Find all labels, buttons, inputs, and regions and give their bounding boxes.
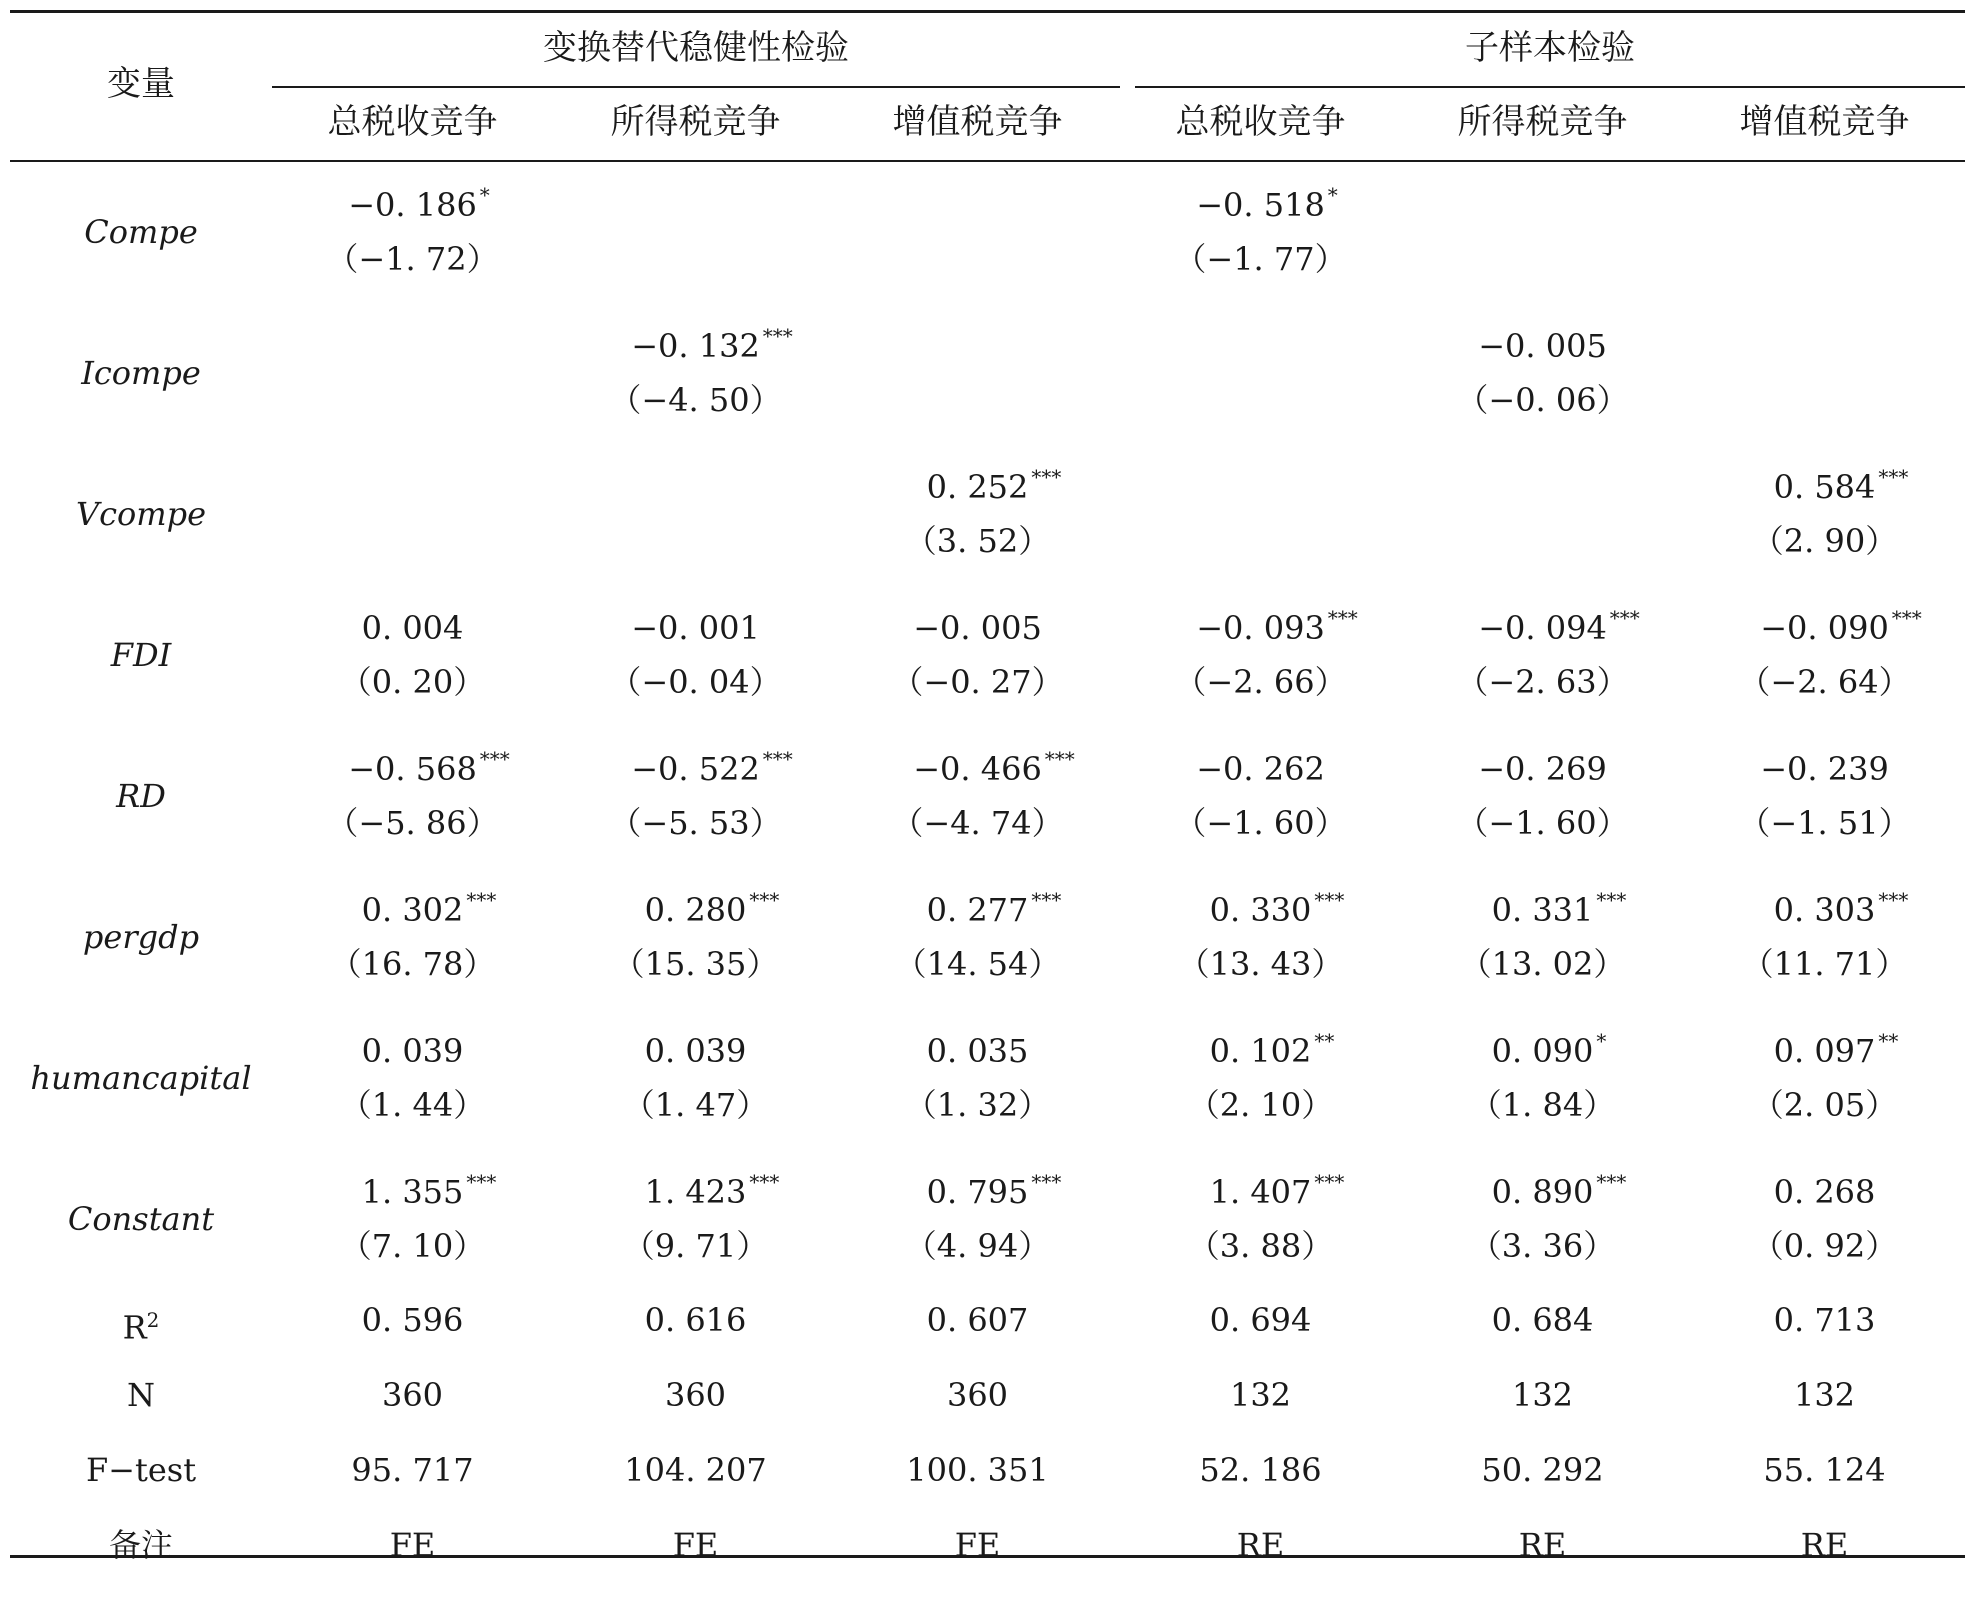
- t-statistic: （−2. 63）: [1456, 663, 1629, 701]
- group2-underline: [1135, 86, 1965, 88]
- variable-label: humancapital: [30, 1059, 252, 1097]
- t-statistic: （−1. 72）: [326, 240, 499, 278]
- stat-value: 132: [1793, 1376, 1856, 1414]
- coefficient-value: [913, 747, 1075, 789]
- significance-stars: ***: [1891, 606, 1922, 630]
- stat-value: 52. 186: [1199, 1451, 1322, 1489]
- coefficient-text: −0. 005: [1478, 327, 1607, 365]
- stat-value: 50. 292: [1481, 1451, 1604, 1489]
- significance-stars: ***: [1878, 465, 1909, 489]
- significance-stars: ***: [1031, 1170, 1062, 1194]
- header-group-robustness: 变换替代稳健性检验: [543, 28, 849, 68]
- coefficient-value: [926, 1170, 1062, 1212]
- coefficient-cell: [1402, 890, 1683, 984]
- stat-value: 0. 607: [926, 1301, 1029, 1339]
- significance-stars: ***: [749, 1170, 780, 1194]
- stat-label: [10, 1300, 272, 1348]
- t-statistic: （2. 05）: [1751, 1086, 1898, 1124]
- significance-stars: ***: [1314, 1170, 1345, 1194]
- column-header: 增值税竞争: [892, 102, 1063, 142]
- coefficient-cell: [1120, 1031, 1401, 1125]
- coefficient-value: [927, 1031, 1029, 1071]
- significance-stars: ***: [466, 888, 497, 912]
- coefficient-text: −0. 466: [913, 750, 1042, 788]
- stat-value: 0. 694: [1209, 1301, 1312, 1339]
- coefficient-cell: [1684, 467, 1965, 561]
- t-statistic: （−5. 53）: [609, 804, 782, 842]
- column-header: 所得税竞争: [610, 102, 781, 142]
- coefficient-value: [1760, 749, 1889, 789]
- coefficient-text: 0. 277: [926, 891, 1029, 929]
- t-statistic: （3. 36）: [1469, 1227, 1616, 1265]
- stat-value: RE: [1236, 1526, 1285, 1564]
- coefficient-value: [1478, 749, 1607, 789]
- coefficient-text: −0. 269: [1478, 750, 1607, 788]
- coefficient-value: [1760, 606, 1922, 648]
- coefficient-value: [1774, 1172, 1876, 1212]
- significance-stars: ***: [466, 1170, 497, 1194]
- coefficient-value: [631, 747, 793, 789]
- coefficient-cell: [1684, 890, 1965, 984]
- stat-value: 360: [946, 1376, 1009, 1414]
- coefficient-value: [1491, 1029, 1607, 1071]
- stat-label-text: 备注: [108, 1526, 173, 1564]
- coefficient-text: 0. 268: [1773, 1173, 1876, 1211]
- coefficient-value: [644, 888, 780, 930]
- t-statistic: （−5. 86）: [326, 804, 499, 842]
- coefficient-text: 0. 039: [644, 1032, 747, 1070]
- coefficient-text: 0. 039: [361, 1032, 464, 1070]
- stat-value: FE: [954, 1526, 1001, 1564]
- coefficient-cell: [1120, 608, 1401, 702]
- significance-stars: **: [1878, 1029, 1899, 1053]
- coefficient-text: 0. 330: [1209, 891, 1312, 929]
- t-statistic: （2. 10）: [1187, 1086, 1334, 1124]
- coefficient-cell: [1402, 1172, 1683, 1266]
- variable-label: Constant: [67, 1200, 215, 1238]
- coefficient-cell: [272, 890, 553, 984]
- t-statistic: （−4. 50）: [609, 381, 782, 419]
- coefficient-value: [926, 465, 1062, 507]
- variable-label: FDI: [110, 636, 172, 674]
- coefficient-cell: [1402, 608, 1683, 702]
- t-statistic: （1. 44）: [339, 1086, 486, 1124]
- coefficient-text: 1. 407: [1209, 1173, 1312, 1211]
- coefficient-text: 1. 423: [644, 1173, 747, 1211]
- t-statistic: （9. 71）: [622, 1227, 769, 1265]
- stat-label-superscript: 2: [146, 1308, 160, 1332]
- significance-stars: ***: [749, 888, 780, 912]
- column-header: 增值税竞争: [1739, 102, 1910, 142]
- t-statistic: （13. 43）: [1177, 945, 1344, 983]
- significance-stars: ***: [762, 747, 793, 771]
- coefficient-text: 0. 097: [1773, 1032, 1876, 1070]
- t-statistic: （14. 54）: [894, 945, 1061, 983]
- stat-label: [10, 1375, 272, 1415]
- significance-stars: *: [1596, 1029, 1607, 1053]
- significance-stars: ***: [1327, 606, 1358, 630]
- coefficient-cell: [1684, 608, 1965, 702]
- coefficient-cell: [1120, 1172, 1401, 1266]
- coefficient-text: −0. 239: [1760, 750, 1889, 788]
- coefficient-cell: [272, 608, 553, 702]
- header-group-subsample: 子样本检验: [1465, 28, 1635, 68]
- t-statistic: （−2. 66）: [1174, 663, 1347, 701]
- coefficient-text: −0. 001: [631, 609, 760, 647]
- stat-value: 360: [381, 1376, 444, 1414]
- coefficient-value: [361, 1170, 497, 1212]
- significance-stars: ***: [1609, 606, 1640, 630]
- significance-stars: *: [479, 183, 490, 207]
- coefficient-text: 0. 035: [926, 1032, 1029, 1070]
- coefficient-cell: [1120, 749, 1401, 843]
- stat-value: 0. 684: [1491, 1301, 1594, 1339]
- coefficient-cell: [837, 890, 1118, 984]
- stat-value: RE: [1800, 1526, 1849, 1564]
- coefficient-cell: [837, 1172, 1118, 1266]
- coefficient-value: [926, 888, 1062, 930]
- coefficient-cell: [1402, 326, 1683, 420]
- significance-stars: ***: [1044, 747, 1075, 771]
- t-statistic: （7. 10）: [339, 1227, 486, 1265]
- significance-stars: ***: [1314, 888, 1345, 912]
- coefficient-cell: [837, 608, 1118, 702]
- t-statistic: （−1. 51）: [1738, 804, 1911, 842]
- significance-stars: ***: [1878, 888, 1909, 912]
- coefficient-text: −0. 568: [348, 750, 477, 788]
- coefficient-text: 0. 090: [1491, 1032, 1594, 1070]
- coefficient-text: −0. 186: [348, 186, 477, 224]
- coefficient-value: [645, 1031, 747, 1071]
- coefficient-value: [1491, 1170, 1627, 1212]
- coefficient-text: −0. 090: [1760, 609, 1889, 647]
- significance-stars: ***: [762, 324, 793, 348]
- t-statistic: （2. 90）: [1751, 522, 1898, 560]
- coefficient-value: [1209, 1029, 1335, 1071]
- coefficient-cell: [555, 749, 836, 843]
- coefficient-value: [631, 608, 760, 648]
- coefficient-cell: [1684, 749, 1965, 843]
- t-statistic: （0. 20）: [339, 663, 486, 701]
- significance-stars: ***: [1031, 465, 1062, 489]
- coefficient-text: 0. 795: [926, 1173, 1029, 1211]
- stat-value: 360: [664, 1376, 727, 1414]
- coefficient-value: [1491, 888, 1627, 930]
- coefficient-cell: [1684, 1172, 1965, 1266]
- coefficient-cell: [1684, 1031, 1965, 1125]
- t-statistic: （−1. 60）: [1456, 804, 1629, 842]
- coefficient-text: −0. 518: [1196, 186, 1325, 224]
- coefficient-value: [1773, 888, 1909, 930]
- coefficient-cell: [555, 326, 836, 420]
- t-statistic: （15. 35）: [612, 945, 779, 983]
- t-statistic: （11. 71）: [1741, 945, 1908, 983]
- coefficient-cell: [272, 1031, 553, 1125]
- coefficient-cell: [1402, 749, 1683, 843]
- header-variable: 变量: [107, 64, 175, 104]
- coefficient-cell: [555, 890, 836, 984]
- coefficient-text: 0. 584: [1773, 468, 1876, 506]
- coefficient-cell: [1120, 185, 1401, 279]
- t-statistic: （−1. 77）: [1174, 240, 1347, 278]
- t-statistic: （3. 52）: [904, 522, 1051, 560]
- stat-value: 0. 596: [361, 1301, 464, 1339]
- t-statistic: （3. 88）: [1187, 1227, 1334, 1265]
- coefficient-value: [1478, 606, 1640, 648]
- group1-underline: [272, 86, 1120, 88]
- coefficient-value: [348, 747, 510, 789]
- stat-value: 132: [1511, 1376, 1574, 1414]
- significance-stars: ***: [1031, 888, 1062, 912]
- header-rule: [10, 160, 1965, 162]
- coefficient-text: −0. 094: [1478, 609, 1607, 647]
- coefficient-text: 0. 331: [1491, 891, 1594, 929]
- coefficient-text: 0. 280: [644, 891, 747, 929]
- t-statistic: （1. 84）: [1469, 1086, 1616, 1124]
- variable-label: Compe: [84, 213, 198, 251]
- coefficient-cell: [272, 1172, 553, 1266]
- coefficient-text: 0. 890: [1491, 1173, 1594, 1211]
- coefficient-text: 0. 303: [1773, 891, 1876, 929]
- top-rule: [10, 10, 1965, 13]
- stat-label-text: F−test: [85, 1451, 197, 1489]
- coefficient-value: [1196, 183, 1338, 225]
- significance-stars: ***: [1596, 1170, 1627, 1194]
- column-header: 所得税竞争: [1457, 102, 1628, 142]
- coefficient-value: [1196, 606, 1358, 648]
- coefficient-value: [1209, 1170, 1345, 1212]
- stat-value: FE: [672, 1526, 719, 1564]
- coefficient-value: [362, 608, 464, 648]
- t-statistic: （−0. 04）: [609, 663, 782, 701]
- stat-value: 0. 616: [644, 1301, 747, 1339]
- variable-label: Icompe: [81, 354, 201, 392]
- coefficient-cell: [1120, 890, 1401, 984]
- coefficient-cell: [555, 1031, 836, 1125]
- coefficient-text: −0. 005: [913, 609, 1042, 647]
- t-statistic: （4. 94）: [904, 1227, 1051, 1265]
- t-statistic: （1. 32）: [904, 1086, 1051, 1124]
- significance-stars: ***: [1596, 888, 1627, 912]
- coefficient-value: [362, 1031, 464, 1071]
- t-statistic: （13. 02）: [1459, 945, 1626, 983]
- coefficient-text: 0. 102: [1209, 1032, 1312, 1070]
- coefficient-value: [348, 183, 490, 225]
- coefficient-text: −0. 093: [1196, 609, 1325, 647]
- coefficient-text: 0. 302: [361, 891, 464, 929]
- t-statistic: （−0. 06）: [1456, 381, 1629, 419]
- stat-value: FE: [389, 1526, 436, 1564]
- significance-stars: *: [1327, 183, 1338, 207]
- stat-label: [10, 1525, 272, 1565]
- coefficient-cell: [272, 185, 553, 279]
- significance-stars: **: [1314, 1029, 1335, 1053]
- coefficient-text: −0. 522: [631, 750, 760, 788]
- stat-label-text: N: [127, 1376, 155, 1414]
- variable-label: RD: [116, 777, 166, 815]
- t-statistic: （0. 92）: [1751, 1227, 1898, 1265]
- coefficient-value: [1196, 749, 1325, 789]
- significance-stars: ***: [479, 747, 510, 771]
- t-statistic: （−0. 27）: [891, 663, 1064, 701]
- column-header: 总税收竞争: [1175, 102, 1346, 142]
- t-statistic: （16. 78）: [329, 945, 496, 983]
- stat-value: 55. 124: [1763, 1451, 1886, 1489]
- column-header: 总税收竞争: [327, 102, 498, 142]
- stat-value: 132: [1229, 1376, 1292, 1414]
- stat-value: 95. 717: [351, 1451, 474, 1489]
- coefficient-text: −0. 262: [1196, 750, 1325, 788]
- coefficient-cell: [555, 1172, 836, 1266]
- t-statistic: （−4. 74）: [891, 804, 1064, 842]
- variable-label: pergdp: [82, 918, 200, 956]
- coefficient-cell: [837, 1031, 1118, 1125]
- coefficient-value: [1773, 1029, 1899, 1071]
- stat-value: 104. 207: [624, 1451, 767, 1489]
- coefficient-text: 0. 252: [926, 468, 1029, 506]
- coefficient-value: [1209, 888, 1345, 930]
- coefficient-value: [913, 608, 1042, 648]
- coefficient-text: −0. 132: [631, 327, 760, 365]
- coefficient-value: [361, 888, 497, 930]
- stat-label: [10, 1450, 272, 1490]
- stat-value: RE: [1518, 1526, 1567, 1564]
- coefficient-cell: [1402, 1031, 1683, 1125]
- t-statistic: （1. 47）: [622, 1086, 769, 1124]
- coefficient-text: 1. 355: [361, 1173, 464, 1211]
- coefficient-value: [644, 1170, 780, 1212]
- coefficient-cell: [555, 608, 836, 702]
- stat-value: 0. 713: [1773, 1301, 1876, 1339]
- coefficient-text: 0. 004: [361, 609, 464, 647]
- stat-value: 100. 351: [906, 1451, 1049, 1489]
- variable-label: Vcompe: [75, 495, 207, 533]
- t-statistic: （−2. 64）: [1738, 663, 1911, 701]
- coefficient-value: [631, 324, 793, 366]
- coefficient-cell: [272, 749, 553, 843]
- t-statistic: （−1. 60）: [1174, 804, 1347, 842]
- coefficient-cell: [837, 749, 1118, 843]
- coefficient-value: [1773, 465, 1909, 507]
- coefficient-value: [1478, 326, 1607, 366]
- coefficient-cell: [837, 467, 1118, 561]
- stat-label-text: R: [122, 1308, 147, 1347]
